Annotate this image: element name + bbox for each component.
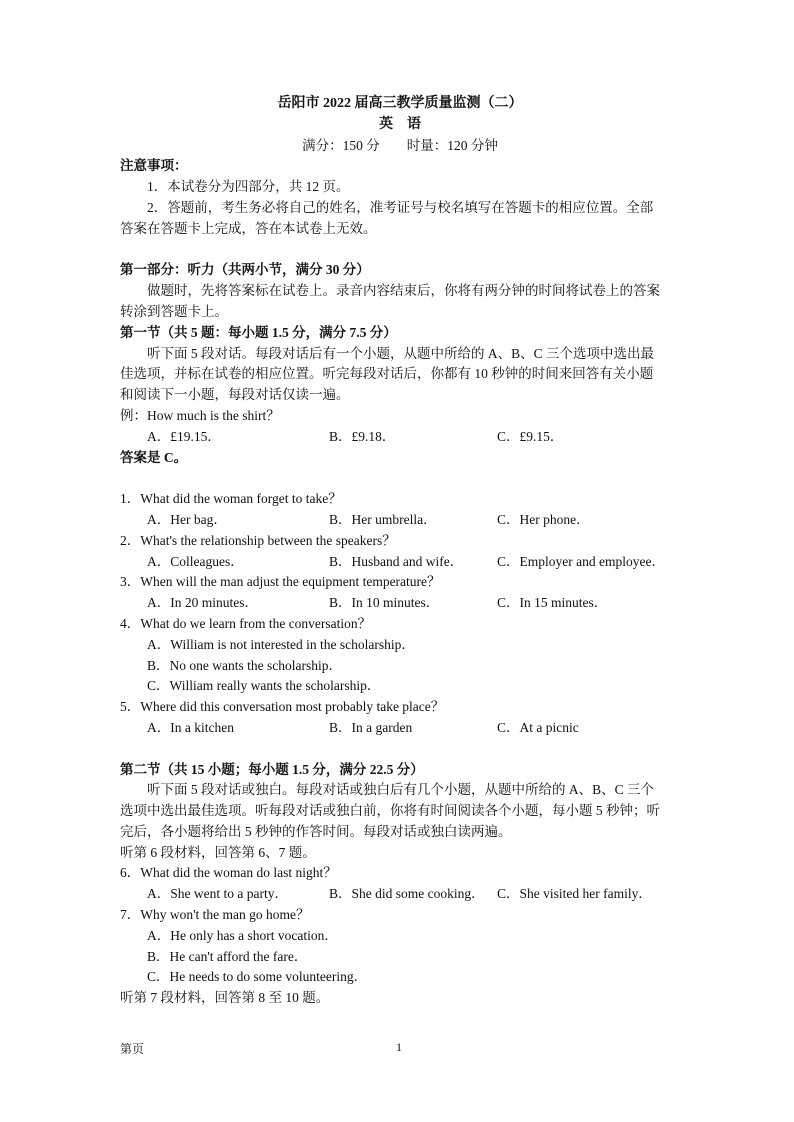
notice-item: 2．答题前，考生务必将自己的姓名，准考证号与校名填写在答题卡的相应位置。全部 xyxy=(147,199,654,215)
page-number: 1 xyxy=(396,1040,402,1054)
example-question: 例：How much is the shirt？ xyxy=(120,407,280,423)
section2-heading: 第二节（共 15 小题；每小题 1.5 分，满分 22.5 分） xyxy=(120,761,424,777)
option-b: B．She did some cooking． xyxy=(329,886,485,902)
option-b: B．No one wants the scholarship． xyxy=(147,657,342,673)
option-c: C．£9.15． xyxy=(497,428,564,444)
section2-intro: 选项中选出最佳选项。听每段对话或独白前，你将有时间阅读各个小题，每小题 5 秒钟；听 xyxy=(120,803,660,819)
option-a: A．£19.15． xyxy=(147,428,221,444)
page-footer xyxy=(120,1040,680,1060)
notice-item: 答案在答题卡上完成，答在本试卷上无效。 xyxy=(120,220,377,236)
question-2-options xyxy=(120,552,680,573)
section1-intro: 和阅读下一小题，每段对话仅读一遍。 xyxy=(120,387,350,403)
question-6-options xyxy=(120,884,680,905)
option-c: C．Her phone． xyxy=(497,511,590,527)
question-3: 3．When will the man adjust the equipment temperature？ xyxy=(120,574,441,590)
section1-intro: 听下面 5 段对话。每段对话后有一个小题，从题中所给的 A、B、C 三个选项中选出最 xyxy=(147,345,655,361)
option-b: B．In 10 minutes． xyxy=(329,595,440,611)
part1-intro: 做题时，先将答案标在试卷上。录音内容结束后，你将有两分钟的时间将试卷上的答案 xyxy=(147,283,660,299)
option-b: B．He can't afford the fare． xyxy=(147,948,308,964)
footer-label: 第页 xyxy=(120,1042,145,1056)
subject-title: 英 语 xyxy=(379,116,421,132)
option-c: C．William really wants the scholarship． xyxy=(147,678,381,694)
section2-intro: 听下面 5 段对话或独白。每段对话或独白后有几个小题，从题中所给的 A、B、C 三个 xyxy=(147,782,655,798)
section1-intro: 佳选项，并标在试卷的相应位置。听完每段对话后，你都有 10 秒钟的时间来回答有关小题 xyxy=(120,366,654,382)
option-a: A．In a kitchen xyxy=(147,719,234,735)
notice-item: 1．本试卷分为四部分，共 12 页。 xyxy=(147,179,350,195)
example-answer: 答案是 C。 xyxy=(120,449,188,465)
option-b: B．In a garden xyxy=(329,719,413,735)
option-c: C．Employer and employee． xyxy=(497,553,665,569)
option-b: B．Her umbrella． xyxy=(329,511,437,527)
question-7: 7．Why won't the man go home？ xyxy=(120,907,310,923)
part1-intro: 转涂到答题卡上。 xyxy=(120,303,228,319)
option-c: C．He needs to do some volunteering． xyxy=(147,969,368,985)
question-6: 6．What did the woman do last night？ xyxy=(120,865,337,881)
option-c: C．In 15 minutes． xyxy=(497,595,608,611)
option-a: A．Colleagues． xyxy=(147,553,244,569)
question-5-options xyxy=(120,718,680,739)
question-3-options xyxy=(120,593,680,614)
notice-heading: 注意事项： xyxy=(120,158,188,174)
example-options xyxy=(120,427,680,448)
section2-intro: 完后，各小题将给出 5 秒钟的作答时间。每段对话或独白读两遍。 xyxy=(120,823,512,839)
part1-heading: 第一部分：听力（共两小节，满分 30 分） xyxy=(120,262,370,278)
option-b: B．Husband and wife． xyxy=(329,553,464,569)
option-a: A．Her bag． xyxy=(147,511,227,527)
material-7-instruction: 听第 7 段材料，回答第 8 至 10 题。 xyxy=(120,990,330,1006)
option-a: A．She went to a party． xyxy=(147,886,288,902)
option-b: B．£9.18． xyxy=(329,428,396,444)
exam-title: 岳阳市 2022 届高三教学质量监测（二） xyxy=(277,96,523,111)
question-4: 4．What do we learn from the conversation？ xyxy=(120,615,372,631)
page-content xyxy=(120,94,680,1009)
option-a: A．In 20 minutes． xyxy=(147,595,258,611)
option-c: C．She visited her family． xyxy=(497,886,652,902)
question-1-options xyxy=(120,510,680,531)
material-6-instruction: 听第 6 段材料，回答第 6、7 题。 xyxy=(120,844,316,860)
question-2: 2．What's the relationship between the speakers？ xyxy=(120,532,396,548)
option-a: A．He only has a short vocation． xyxy=(147,927,338,943)
question-5: 5．Where did this conversation most probably take place？ xyxy=(120,699,445,715)
option-a: A．William is not interested in the scholarship． xyxy=(147,636,415,652)
option-c: C．At a picnic xyxy=(497,719,579,735)
question-1: 1．What did the woman forget to take？ xyxy=(120,491,342,507)
section1-heading: 第一节（共 5 题：每小题 1.5 分，满分 7.5 分） xyxy=(120,324,397,340)
score-time: 满分：150 分 时量：120 分钟 xyxy=(302,137,498,153)
